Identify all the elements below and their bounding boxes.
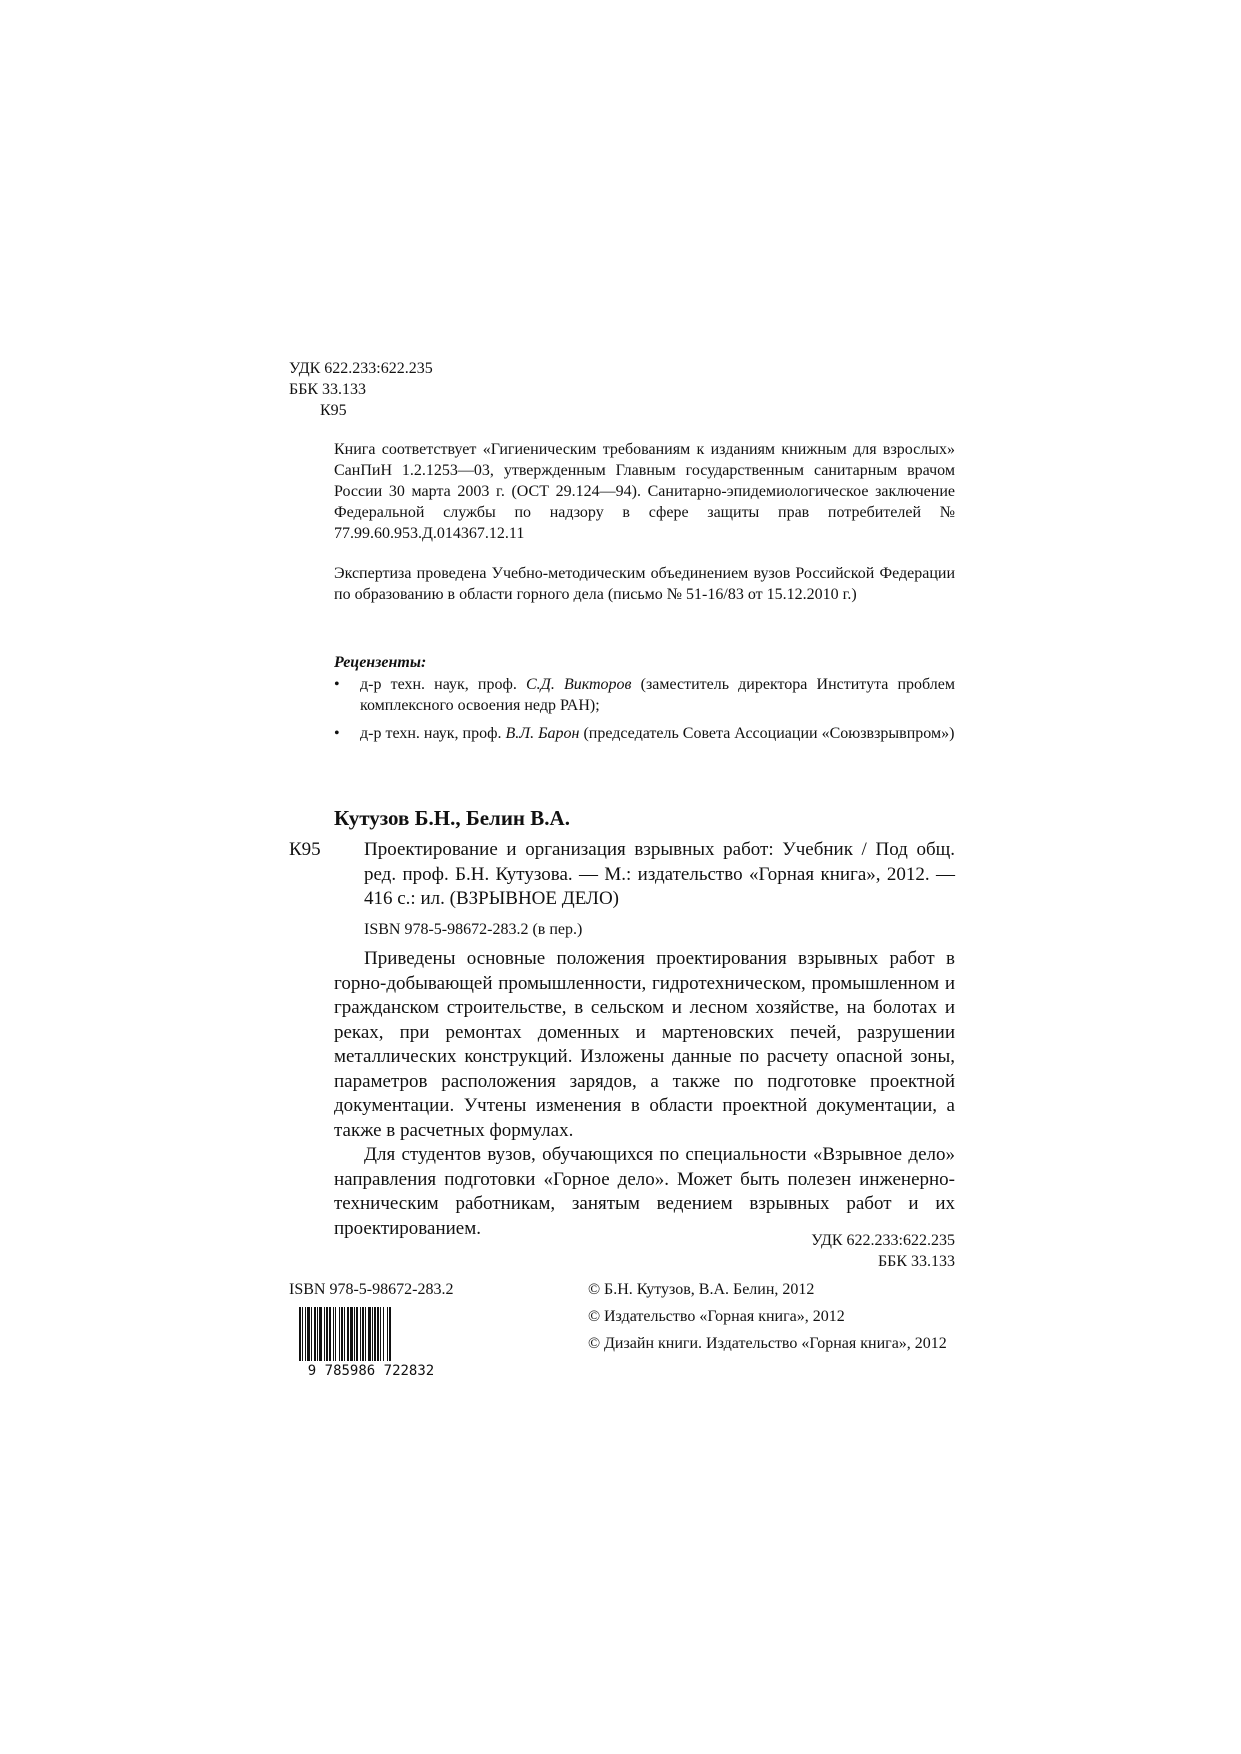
barcode-bar: [356, 1307, 358, 1361]
reviewers-list: [334, 674, 955, 751]
bullet-icon: •: [334, 676, 340, 693]
barcode-bar: [341, 1307, 343, 1361]
bottom-classification-codes: [700, 1230, 955, 1272]
barcode-bar: [324, 1307, 325, 1361]
barcode-digits: 9 785986 722832: [307, 1363, 435, 1377]
barcode-bar: [314, 1307, 316, 1361]
barcode-bar: [317, 1307, 318, 1361]
barcode-bar: [339, 1307, 340, 1361]
reviewers-title: Рецензенты:: [334, 654, 427, 671]
barcode-bar: [383, 1307, 384, 1361]
reviewer-name: С.Д. Викторов: [525, 676, 632, 693]
copyright-line: [588, 1306, 958, 1327]
barcode-bar: [347, 1307, 349, 1361]
reviewer-prefix: д-р техн. наук, проф.: [360, 676, 526, 693]
barcode-bar: [362, 1307, 364, 1361]
reviewer-affiliation: (заместитель директора Института проблем комплексного освоения недр РАН);: [360, 676, 956, 714]
barcode-bar: [389, 1307, 391, 1361]
barcode-bar: [374, 1307, 376, 1361]
catalog-mark: К95: [289, 839, 321, 860]
author-mark: К95: [320, 402, 347, 419]
copyright-line: [588, 1279, 958, 1300]
copyright-text: Издательство «Горная книга», 2012: [604, 1308, 845, 1325]
copyright-icon: ©: [588, 1335, 601, 1352]
bbk-code: ББК 33.133: [289, 381, 367, 398]
isbn: ISBN 978-5-98672-283.2: [289, 1281, 454, 1298]
udk-code: УДК 622.233:622.235: [811, 1232, 955, 1249]
barcode-bar: [311, 1307, 312, 1361]
barcode-bar: [360, 1307, 361, 1361]
expertise-note: Экспертиза проведена Учебно-методическим объединением вузов Российской Федерации по образованию в области горного дела (письмо № 51-16/83 от 15.12.2010 г.): [334, 565, 955, 603]
bullet-icon: •: [334, 725, 340, 742]
barcode: [289, 1305, 454, 1377]
catalog-authors: Кутузов Б.Н., Белин В.А.: [334, 806, 570, 830]
copyright-icon: ©: [588, 1281, 601, 1298]
barcode-bar: [307, 1307, 310, 1361]
reviewer-affiliation: (председатель Совета Ассоциации «Союзвзрывпром»): [579, 725, 955, 742]
catalog-description: Проектирование и организация взрывных работ: Учебник / Под общ. ред. проф. Б.Н. Кутузова. — М.: издательство «Горная книга», 2012. — 416 с.: ил. (ВЗРЫВНОЕ ДЕЛО): [364, 839, 955, 909]
barcode-bar: [354, 1307, 355, 1361]
barcode-bar: [387, 1307, 388, 1361]
annotation-paragraph: Приведены основные положения проектирования взрывных работ в горно-добывающей промышленности, гидротехническом, промышленном и гражданском строительстве, в сельском и лесном хозяйстве, на болотах и реках, при ремонтах доменных и мартеновских печей, разрушении металлических конструкций. Изложены данные по расчету опасной зоны, параметров расположения зарядов, а также по подготовке проектной документации. Учтены изменения в области проектной документации, а также в расчетных формулах.: [334, 948, 955, 1141]
copyright-line: [588, 1333, 958, 1354]
barcode-bar: [326, 1307, 328, 1361]
barcode-bar: [380, 1307, 381, 1361]
annotation-paragraph: Для студентов вузов, обучающихся по специальности «Взрывное дело» направления подготовки «Горное дело». Может быть полезен инженерно-техническим работникам, занятым ведением взрывных работ и их проектированием.: [334, 1144, 955, 1239]
classification-codes: [289, 358, 589, 421]
barcode-bar: [329, 1307, 331, 1361]
copyright-icon: ©: [588, 1308, 601, 1325]
reviewer-item: [334, 674, 955, 716]
annotation: [334, 947, 955, 1241]
reviewer-name: В.Л. Барон: [505, 725, 580, 742]
barcode-bar: [350, 1307, 353, 1361]
barcode-bar: [299, 1307, 301, 1361]
copyright-block: [588, 1279, 958, 1360]
barcode-bar: [365, 1307, 366, 1361]
reviewer-prefix: д-р техн. наук, проф.: [360, 725, 506, 742]
udk-code: УДК 622.233:622.235: [289, 360, 433, 377]
barcode-bar: [368, 1307, 371, 1361]
barcode-bar: [335, 1307, 336, 1361]
barcode-bar: [302, 1307, 303, 1361]
barcode-bar: [319, 1307, 322, 1361]
barcode-bar: [344, 1307, 345, 1361]
hygiene-note: Книга соответствует «Гигиеническим требованиям к изданиям книжным для взрослых» СанПиН 1.2.1253—03, утвержденным Главным государственным санитарным врачом России 30 марта 2003 г. (ОСТ 29.124—94). Санитарно-эпидемиологическое заключение Федеральной службы по надзору в сфере защиты прав потребителей № 77.99.60.953.Д.014367.12.11: [334, 441, 955, 542]
barcode-bar: [305, 1307, 306, 1361]
bbk-code: ББК 33.133: [877, 1253, 955, 1270]
catalog-isbn: ISBN 978-5-98672-283.2 (в пер.): [364, 921, 583, 938]
reviewer-item: [334, 723, 955, 744]
barcode-bar: [377, 1307, 379, 1361]
copyright-text: Дизайн книги. Издательство «Горная книга», 2012: [604, 1335, 947, 1352]
barcode-bar: [333, 1307, 334, 1361]
barcode-bar: [372, 1307, 373, 1361]
copyright-text: Б.Н. Кутузов, В.А. Белин, 2012: [604, 1281, 815, 1298]
